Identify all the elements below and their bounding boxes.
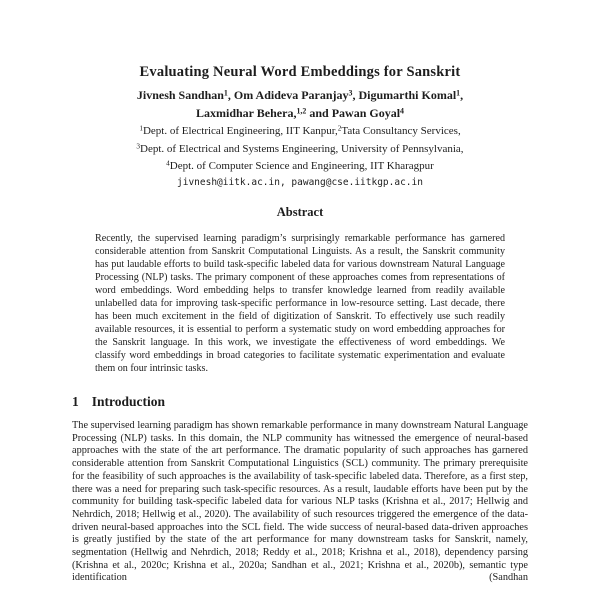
abstract-heading: Abstract [276,205,324,219]
affiliation-line: $^4$Dept. of Computer Science and Engineering, IIT Kharagpur [166,159,434,172]
abstract-text: Recently, the supervised learning paradigm’s surprisingly remarkable performance has garnered considerable attention from Sanskrit Computational Linguists. As a result, the Sanskrit community has put laudable efforts to build task-specific labeled data for various downstream Natural Language Processing (NLP) tasks. The primary component of these approaches comes from representations of word embeddings. Word embedding helps to transfer knowledge learned from readily available unlabelled data for improving task-specific performance in low-resource setting. Last decade, there has been much excitement in the field of digitization of Sanskrit. To effectively use such readily available resources, it is essential to perform a systematic study on word embedding approaches for the Sanskrit language. In this work, we investigate the effectiveness of word embeddings. We classify word embeddings in broad categories to facilitate systematic experimentation and evaluate them on four intrinsic tasks. [95,233,505,374]
author-line: Jivnesh Sandhan$^1$, Om Adideva Paranjay$^3$, Digumarthi Komal$^1$, [136,88,464,102]
paper-title: Evaluating Neural Word Embeddings for Sanskrit [139,64,461,80]
section-number: 1 [72,394,79,409]
introduction-text: The supervised learning paradigm has shown remarkable performance in many downstream Natural Language Processing (NLP) tasks. In this domain, the NLP community has witnessed the emergence of neural-based approaches with the state of the art performance. The dramatic popularity of such approaches has garnered considerable attention from Sanskrit Computational Linguistics (SCL) community. The primary prerequisite for the feasibility of such approaches is the availability of task-specific labeled data. Therefore, as a first step, there was a need for preparing such task-specific resources. As a result, laudable efforts have been put by the community for building task-specific labeled data for various NLP tasks (Krishna et al., 2017; Hellwig and Nehrdich, 2018; Hellwig et al., 2020). The availability of such resources triggered the emergence of the data-driven neural-based approaches into the SCL field. The wide success of neural-based data-driven approaches is greatly justified by the state of the art performance for many downstream tasks for Sanskrit, namely, segmentation (Hellwig and Nehrdich, 2018; Reddy et al., 2018; Krishna et al., 2018), dependency parsing (Krishna et al., 2020c; Krishna et al., 2020a; Sandhan et al., 2021; Krishna et al., 2020b), semantic type identification (Sandhan [72,420,528,584]
author-emails: jivnesh@iitk.ac.in, pawang@cse.iitkgp.ac.in [177,177,423,188]
author-line: Laxmidhar Behera,$^{1,2}$ and Pawan Goyal$^4$ [196,105,404,120]
affiliation-block [0,123,600,176]
section-heading [72,394,165,410]
author-block [0,87,600,122]
affiliation-line: $^1$Dept. of Electrical Engineering, IIT Kanpur,$^2$Tata Consultancy Services, [139,124,461,137]
affiliation-line: $^3$Dept. of Electrical and Systems Engineering, University of Pennsylvania, [136,142,464,155]
section-title: Introduction [91,394,166,409]
